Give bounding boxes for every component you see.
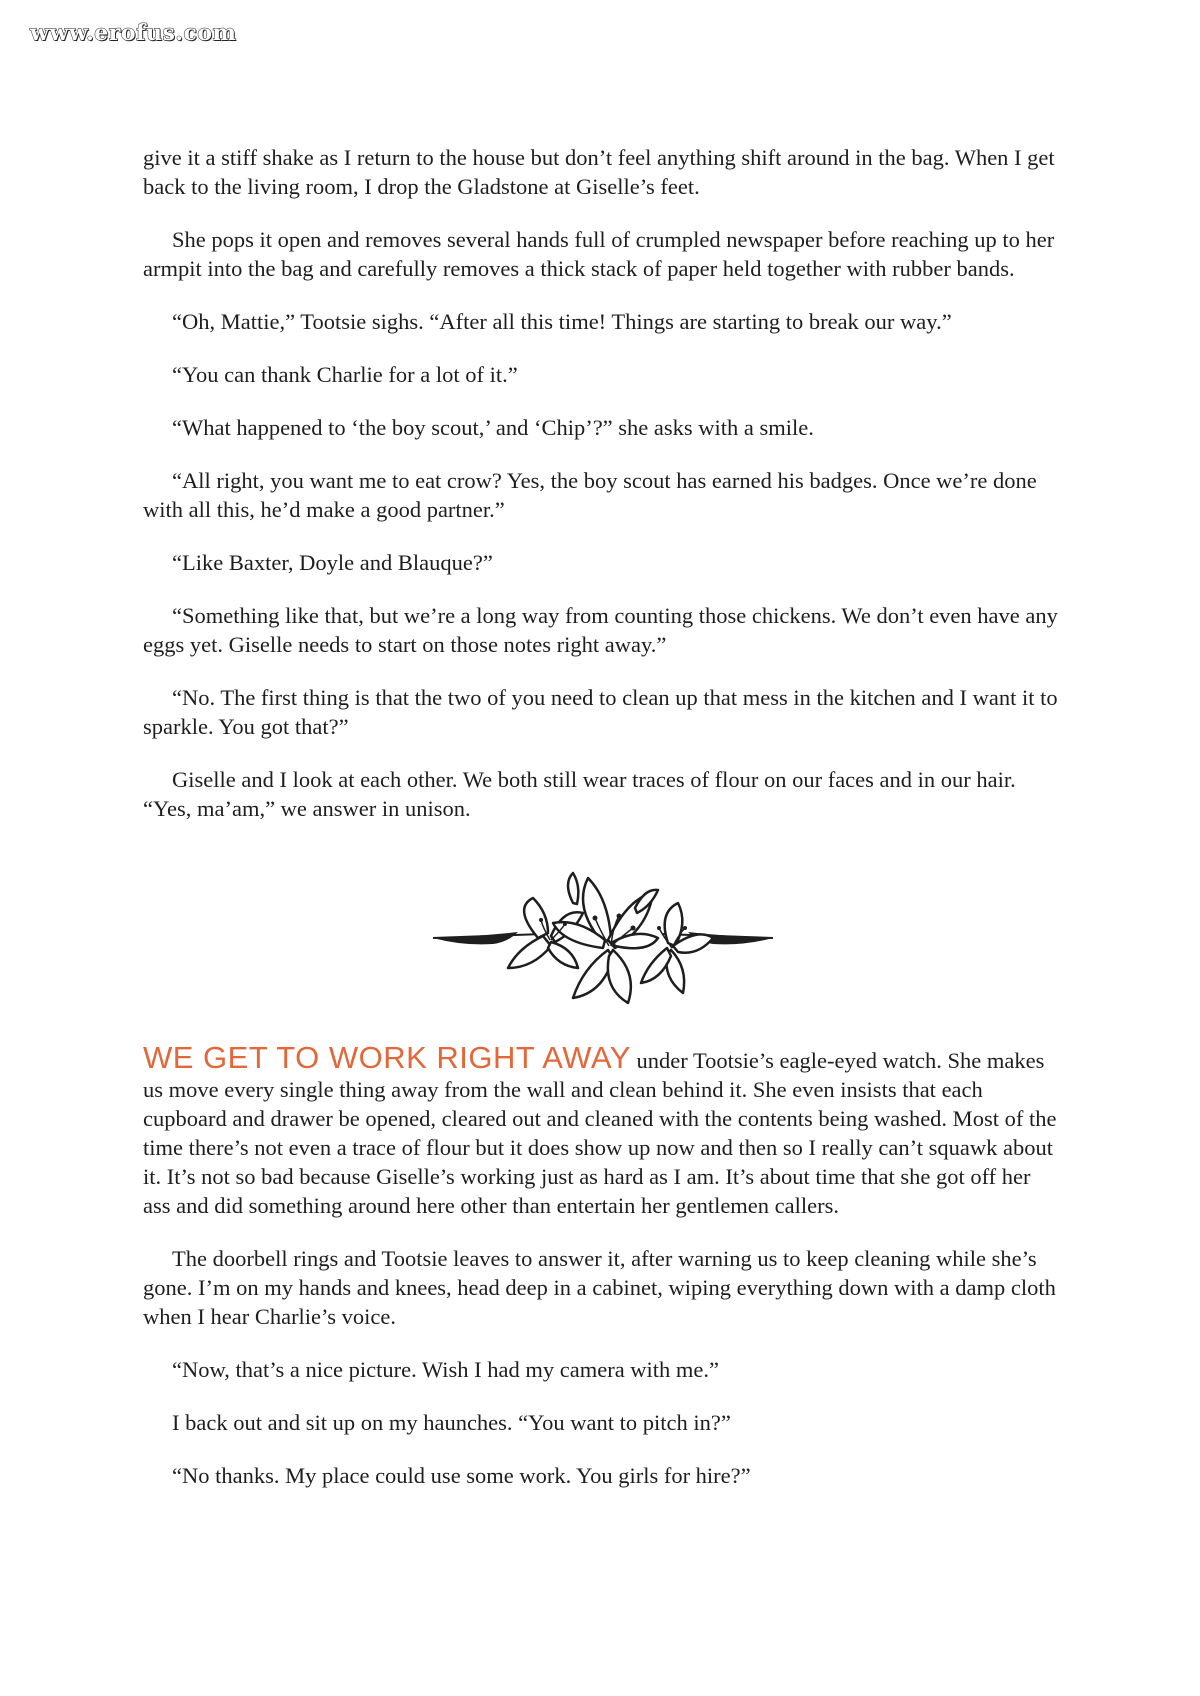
paragraph-1: give it a stiff shake as I return to the house but don’t feel anything shift around in the bag. When I get back to the living room, I drop the Gladstone at Giselle’s feet. xyxy=(143,145,1055,199)
paragraph-6: “All right, you want me to eat crow? Yes, the boy scout has earned his badges. Once we’re done with all this, he’d make a good partner.” xyxy=(143,468,1037,522)
section-opening-paragraph xyxy=(143,1040,1063,1220)
section-lead-rest: under Tootsie’s eagle-eyed watch. She makes us move every single thing away from the wall and clean behind it. She even insists that each cupboard and drawer be opened, cleared out and cleaned with the contents being washed. Most of the time there’s not even a trace of flour but it does show up now and then so I really can’t squawk about it. It’s not so bad because Giselle’s working just as hard as I am. It’s about time that she got off her ass and did something around here other than entertain her gentlemen callers. xyxy=(143,1048,1057,1218)
paragraph-9: “No. The first thing is that the two of you need to clean up that mess in the kitchen and I want it to sparkle. You got that?” xyxy=(143,685,1058,739)
paragraph-7: “Like Baxter, Doyle and Blauque?” xyxy=(172,550,493,575)
paragraph-14: I back out and sit up on my haunches. “You want to pitch in?” xyxy=(172,1410,731,1435)
paragraph-5: “What happened to ‘the boy scout,’ and ‘Chip’?” she asks with a smile. xyxy=(172,415,814,440)
book-page xyxy=(143,143,1063,1514)
paragraph-8: “Something like that, but we’re a long way from counting those chickens. We don’t even have any eggs yet. Giselle needs to start on those notes right away.” xyxy=(143,603,1058,657)
paragraph-15: “No thanks. My place could use some work. You girls for hire?” xyxy=(172,1463,751,1488)
section-lead-in: WE GET TO WORK RIGHT AWAY xyxy=(143,1040,631,1075)
paragraph-4: “You can thank Charlie for a lot of it.” xyxy=(172,362,518,387)
lily-flower-ornament-icon xyxy=(423,868,783,1013)
watermark: www.erofus.com xyxy=(30,20,237,46)
paragraph-10: Giselle and I look at each other. We both still wear traces of flour on our faces and in our hair. “Yes, ma’am,” we answer in unison. xyxy=(143,767,1016,821)
paragraph-12: The doorbell rings and Tootsie leaves to answer it, after warning us to keep cleaning while she’s gone. I’m on my hands and knees, head deep in a cabinet, wiping everything down with a damp cloth when I hear Charlie’s voice. xyxy=(143,1246,1056,1329)
paragraph-2: She pops it open and removes several hands full of crumpled newspaper before reaching up to her armpit into the bag and carefully removes a thick stack of paper held together with rubber bands. xyxy=(143,227,1055,281)
paragraph-13: “Now, that’s a nice picture. Wish I had my camera with me.” xyxy=(172,1357,720,1382)
paragraph-3: “Oh, Mattie,” Tootsie sighs. “After all this time! Things are starting to break our way.” xyxy=(172,309,952,334)
